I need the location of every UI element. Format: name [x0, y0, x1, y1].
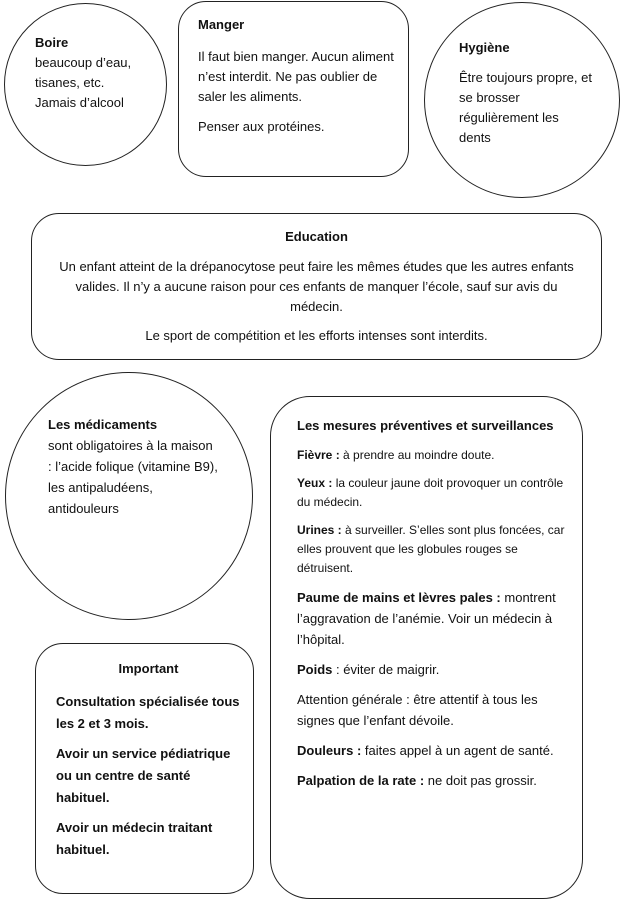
education-text-2: Le sport de compétition et les efforts intenses sont interdits.	[145, 328, 488, 343]
important-item-1: Consultation spécialisée tous les 2 et 3 mois.	[56, 694, 240, 731]
education-box	[31, 213, 602, 360]
mesure-label: Poids	[297, 662, 333, 677]
mesure-item	[297, 689, 567, 731]
mesure-text: Attention générale : être attentif à tous les signes que l’enfant dévoile.	[297, 692, 538, 728]
mesure-label: Palpation de la rate :	[297, 773, 425, 788]
hygiene-title: Hygiène	[459, 40, 510, 55]
mesure-text: faites appel à un agent de santé.	[361, 743, 554, 758]
mesure-label: Paume de mains et lèvres pales :	[297, 590, 501, 605]
mesure-item	[297, 474, 567, 512]
mesure-item	[297, 521, 567, 578]
mesure-text: : éviter de maigrir.	[332, 662, 440, 677]
mesure-text: à surveiller. S’elles sont plus foncées, car elles prouvent que les globules rouges se détruisent.	[297, 523, 565, 575]
mesure-text: ne doit pas grossir.	[424, 773, 537, 788]
manger-text-2: Penser aux protéines.	[198, 119, 325, 134]
important-item-3: Avoir un médecin traitant habituel.	[56, 820, 213, 857]
medicaments-circle	[5, 372, 253, 620]
medicaments-text: sont obligatoires à la maison : l’acide folique (vitamine B9), les antipaludéens, antidouleurs	[48, 438, 218, 516]
boire-title: Boire	[35, 35, 69, 50]
mesures-box	[270, 396, 583, 899]
important-box	[35, 643, 254, 894]
medicaments-title: Les médicaments	[48, 417, 158, 432]
boire-circle	[4, 3, 167, 166]
education-title: Education	[285, 229, 348, 244]
manger-text-1: Il faut bien manger. Aucun aliment n’est interdit. Ne pas oublier de saler les aliments.	[198, 49, 394, 104]
mesure-label: Urines :	[297, 523, 342, 537]
mesure-label: Douleurs :	[297, 743, 362, 758]
hygiene-text: Être toujours propre, et se brosser régulièrement les dents	[459, 70, 592, 145]
important-title: Important	[118, 661, 179, 676]
mesure-item	[297, 659, 567, 680]
mesure-item	[297, 587, 567, 650]
hygiene-circle	[424, 2, 620, 198]
mesure-text: à prendre au moindre doute.	[339, 448, 495, 462]
mesure-item	[297, 446, 567, 465]
mesure-item	[297, 740, 567, 761]
mesure-text: la couleur jaune doit provoquer un contrôle du médecin.	[297, 476, 564, 509]
boire-text: beaucoup d’eau, tisanes, etc. Jamais d’alcool	[35, 55, 132, 110]
mesure-label: Yeux :	[297, 476, 333, 490]
mesures-title: Les mesures préventives et surveillances	[297, 418, 554, 433]
mesure-item	[297, 770, 567, 791]
manger-title: Manger	[198, 17, 245, 32]
mesure-label: Fièvre :	[297, 448, 340, 462]
education-text-1: Un enfant atteint de la drépanocytose peut faire les mêmes études que les autres enfants valides. Il n’y a aucune raison pour ces enfants de manquer l’école, sauf sur avis du médecin.	[59, 259, 574, 314]
mesure-text: montrent l’aggravation de l’anémie. Voir un médecin à l’hôpital.	[297, 590, 556, 647]
important-item-2: Avoir un service pédiatrique ou un centre de santé habituel.	[56, 746, 231, 805]
manger-box	[178, 1, 409, 177]
